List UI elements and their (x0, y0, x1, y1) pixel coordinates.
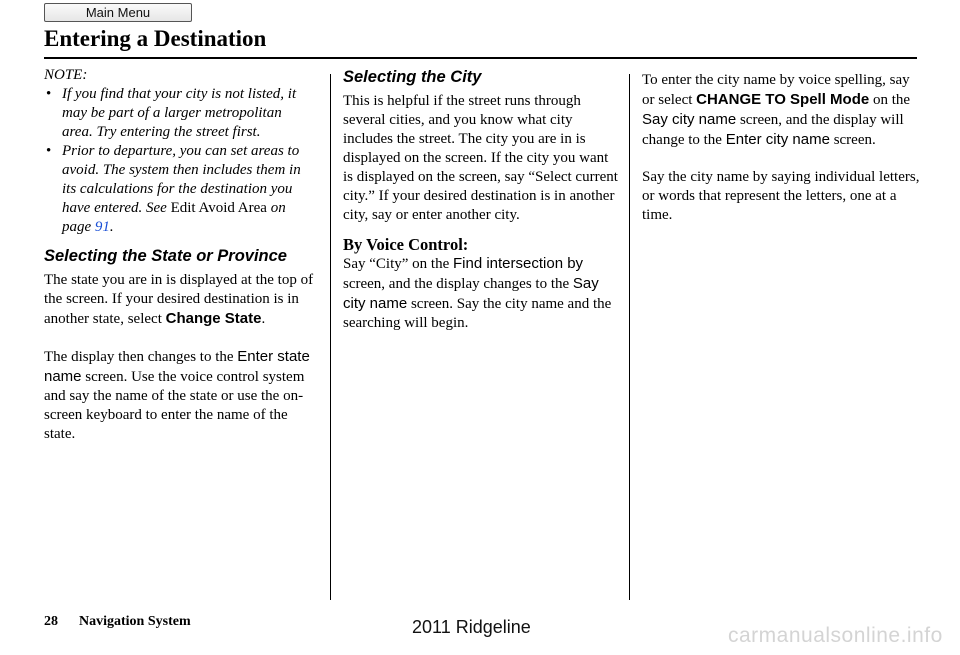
spell-para-1-text-c: screen, and the display will change to the (642, 112, 904, 148)
page-title: Entering a Destination (44, 26, 267, 51)
note-bullet-1: • If you find that your city is not listed, it may be part of a larger metropolitan area. Try entering the street first. (44, 85, 314, 142)
note-bullet-2-text: Prior to departure, you can set areas to avoid. The system then includes them in its calculations for the destination you have entered. See (62, 143, 301, 216)
state-para-2-text-a: The display then changes to the (44, 349, 238, 365)
spell-para-1-text-a: To enter the city name by voice spelling, say or select (642, 72, 910, 108)
spell-para-1-text-d: screen. (829, 132, 876, 148)
state-para-1-end: . (261, 311, 266, 327)
city-para-2-text-c: screen. Say the city name and the searching will begin. (343, 296, 612, 331)
find-intersection-screen: Find intersection by (452, 255, 584, 272)
on-page-text: on page (62, 200, 286, 235)
say-city-name-screen: Say city name (343, 275, 599, 312)
note-bullet-2 (44, 142, 314, 237)
footer-section-label: Navigation System (79, 614, 191, 629)
spell-para-2: Say the city name by saying individual letters, or words that represent the letters, one at a time. (642, 169, 920, 223)
state-para-1 (44, 271, 314, 329)
state-para-1-text: The state you are in is displayed at the top of the screen. If your desired destination is in another state, select (44, 272, 314, 327)
voice-control-heading: By Voice Control: (343, 235, 469, 254)
city-para-1: This is helpful if the street runs through several cities, and you know what city includes the street. The city you are in is displayed on the screen. If the city you want is displayed on the screen, say “Select current city.” If your desired destination is in another city, say or enter another city. (343, 93, 618, 223)
column-divider-left (330, 74, 331, 600)
city-para-2-text-a: Say “City” on the (343, 256, 453, 272)
column-divider-right (629, 74, 630, 600)
state-section-heading: Selecting the State or Province (44, 247, 287, 265)
state-para-2 (44, 347, 314, 444)
column-middle (343, 66, 618, 333)
column-right (642, 66, 920, 225)
state-para-2-text-b: screen. Use the voice control system and say the name of the state or use the on-screen keyboard to enter the name of the state. (44, 369, 305, 442)
main-menu-button[interactable]: Main Menu (44, 3, 192, 22)
say-city-name-screen-2: Say city name (642, 111, 737, 128)
city-para-2-text-b: screen, and the display changes to the (343, 276, 573, 292)
model-watermark: 2011 Ridgeline (412, 617, 531, 637)
note-label: NOTE: (44, 67, 88, 83)
city-para-2 (343, 254, 618, 333)
enter-city-name-screen: Enter city name (725, 131, 830, 148)
spell-para-1 (642, 71, 920, 150)
note-bullet-2-end: . (109, 219, 114, 235)
page-91-link[interactable]: 91 (94, 219, 110, 235)
page-number: 28 (44, 614, 58, 629)
note-list (44, 85, 314, 237)
site-watermark: carmanualsonline.info (728, 624, 943, 647)
column-left (44, 66, 314, 444)
spell-para-1-text-b: on the (869, 92, 911, 108)
city-section-heading: Selecting the City (343, 68, 482, 86)
change-to-spell-mode-label: CHANGE TO Spell Mode (696, 91, 870, 108)
edit-avoid-area-ref: Edit Avoid Area (170, 200, 267, 216)
title-rule (44, 57, 917, 59)
enter-state-name-screen: Enter state name (44, 348, 310, 385)
change-state-label: Change State (165, 310, 262, 327)
